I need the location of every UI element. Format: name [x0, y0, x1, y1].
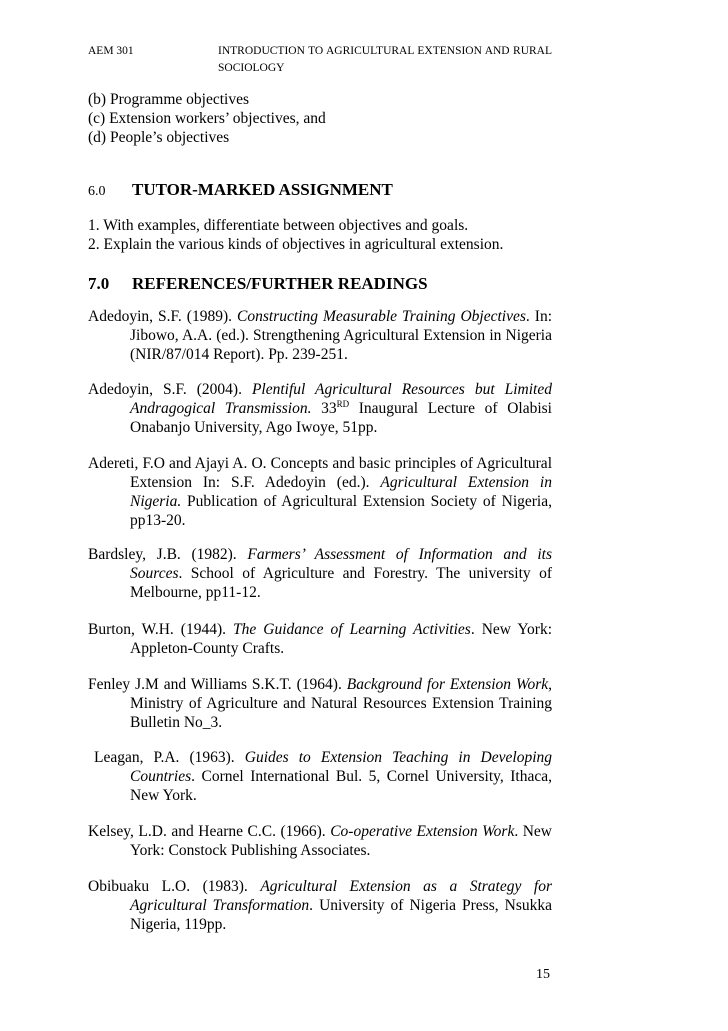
ref-authors: Bardsley, J.B. (1982). — [88, 546, 248, 563]
ref-details: 33 — [311, 400, 337, 417]
reference-entry — [88, 380, 552, 437]
ref-details: Ministry of Agriculture and Natural Resources Extension Training Bulletin No_3. — [130, 695, 552, 731]
reference-entry — [88, 748, 552, 805]
ref-authors: Adereti, F.O and Ajayi A. O. Concepts and basic principles of Agricultural Extension In: S.F. Adedoyin (ed.). — [88, 455, 552, 491]
ref-details: Inaugural Lecture of Olabisi Onabanjo University, Ago Iwoye, 51pp. — [130, 400, 552, 436]
section-number: 7.0 — [88, 274, 110, 293]
ref-authors: Adedoyin, S.F. (2004). — [88, 381, 252, 398]
section-title: TUTOR-MARKED ASSIGNMENT — [132, 180, 393, 199]
section-heading-7 — [88, 274, 428, 294]
list-item: 1. With examples, differentiate between objectives and goals. — [88, 217, 469, 234]
objectives-list — [88, 90, 326, 147]
ref-title: Farmers’ Assessment of Information and its Sources — [130, 546, 552, 582]
reference-entry — [88, 877, 552, 934]
list-item: (b) Programme objectives — [88, 91, 249, 108]
ref-superscript: RD — [336, 399, 350, 409]
ref-authors: Kelsey, L.D. and Hearne C.C. (1966). — [88, 823, 331, 840]
ref-title: Constructing Measurable Training Objectives — [237, 308, 526, 325]
ref-title: Guides to Extension Teaching in Developing Countries — [130, 749, 553, 785]
course-title: INTRODUCTION TO AGRICULTURAL EXTENSION AND RURAL SOCIOLOGY — [218, 45, 552, 74]
ref-details: . New York: Appleton-County Crafts. — [130, 621, 553, 657]
reference-entry — [88, 620, 552, 658]
ref-details: . School of Agriculture and Forestry. The university of Melbourne, pp11-12. — [130, 565, 552, 601]
section-title: REFERENCES/FURTHER READINGS — [132, 274, 428, 293]
reference-entry — [88, 307, 552, 364]
ref-details: . University of Nigeria Press, Nsukka Nigeria, 119pp. — [130, 897, 552, 933]
section-number: 6.0 — [88, 184, 106, 199]
ref-title: Plentiful Agricultural Resources but Limited Andragogical Transmission. — [130, 381, 552, 417]
ref-title: Agricultural Extension as a Strategy for Agricultural Transformation — [130, 878, 552, 914]
reference-entry — [88, 822, 552, 860]
ref-details: . Cornel International Bul. 5, Cornel University, Ithaca, New York. — [130, 768, 552, 804]
ref-details: . New York: Constock Publishing Associates. — [130, 823, 552, 859]
ref-title: Co-operative Extension Work — [330, 823, 515, 840]
list-item: (c) Extension workers’ objectives, and — [88, 110, 326, 127]
ref-authors: Adedoyin, S.F. (1989). — [88, 308, 238, 325]
course-code: AEM 301 — [88, 45, 134, 57]
ref-details: Publication of Agricultural Extension Society of Nigeria, pp13-20. — [130, 493, 552, 529]
ref-authors: Leagan, P.A. (1963). — [94, 749, 245, 766]
reference-entry — [88, 454, 552, 530]
ref-title: Background for Extension Work, — [346, 676, 552, 693]
ref-authors: Obibuaku L.O. (1983). — [88, 878, 261, 895]
reference-entry — [88, 675, 552, 732]
ref-authors: Fenley J.M and Williams S.K.T. (1964). — [88, 676, 347, 693]
page-number: 15 — [536, 967, 550, 982]
list-item: (d) People’s objectives — [88, 129, 230, 146]
assignment-list — [88, 216, 503, 254]
ref-details: . In: Jibowo, A.A. (ed.). Strengthening Agricultural Extension in Nigeria (NIR/87/014 Report). Pp. 239-251. — [130, 308, 553, 363]
ref-title: Agricultural Extension in Nigeria. — [130, 474, 552, 510]
ref-authors: Burton, W.H. (1944). — [88, 621, 234, 638]
ref-title: The Guidance of Learning Activities — [233, 621, 471, 638]
list-item: 2. Explain the various kinds of objectives in agricultural extension. — [88, 236, 504, 253]
reference-entry — [88, 545, 552, 602]
